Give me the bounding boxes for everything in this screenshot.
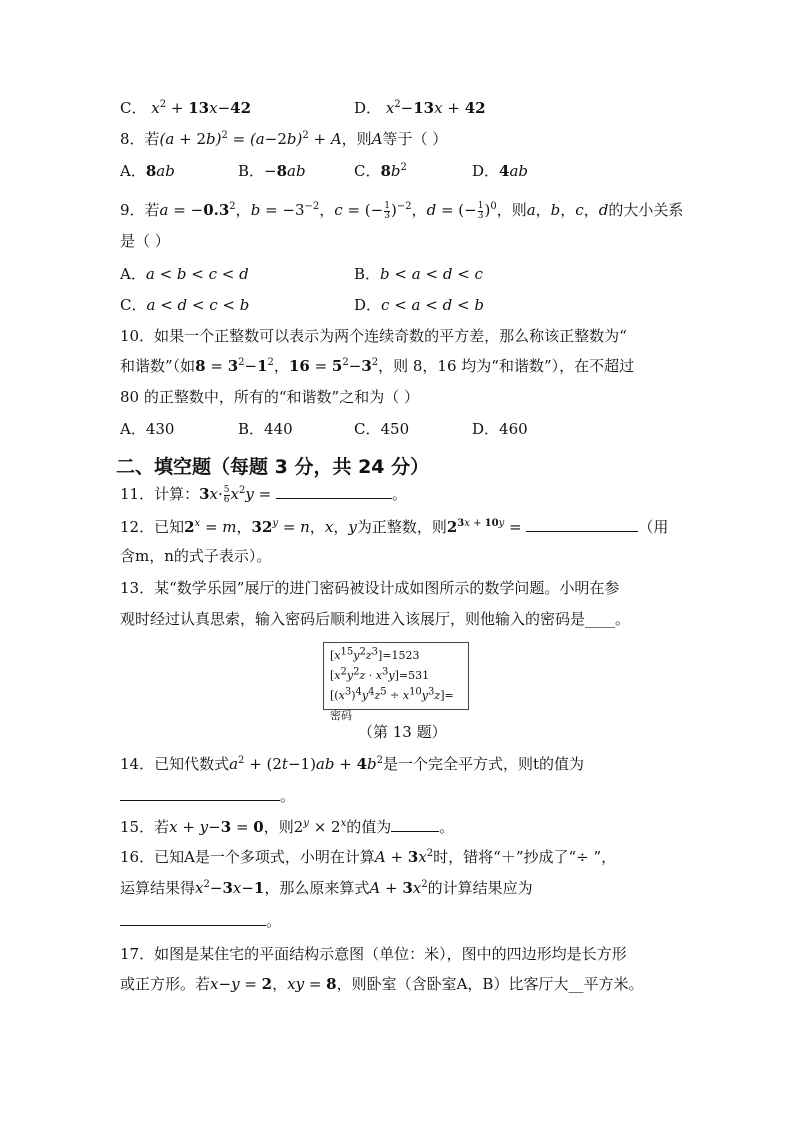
q10-stem-line2: 和谐数”（如$8 = 3^2-1^2$，$16 = 5^2-3^2$，则 8，16 均为“和谐数”），在不超过 xyxy=(120,357,635,375)
q9-option-c: C．a < d < c < b xyxy=(120,296,250,314)
q8-option-b: B．−8ab xyxy=(238,162,306,180)
section-heading: 二、填空题（每题 3 分，共 24 分） xyxy=(116,456,430,478)
q9-option-a: A．a < b < c < d xyxy=(120,265,249,283)
option-label: C． xyxy=(120,99,147,117)
q7-option-c: C． $x^2 + 13x-42$ xyxy=(120,99,252,117)
q11-answer-blank[interactable] xyxy=(276,482,392,499)
q9-option-d: D．c < a < d < b xyxy=(354,296,484,314)
q12-stem-line2: 含m，n的式子表示）。 xyxy=(120,547,272,565)
q12-stem: 12．已知$2^x = m$，$32^y = n$，x，y为正整数，则$2^{3x + 10y}$ = （用 xyxy=(120,515,668,538)
q16-answer-line: 。 xyxy=(120,909,281,932)
q15-stem: 15．若x + y−3 = 0，则$2^y \times 2^x$的值为 。 xyxy=(120,815,454,838)
q10-stem-line1: 10．如果一个正整数可以表示为两个连续奇数的平方差，那么称该正整数为“ xyxy=(120,327,627,345)
q10-stem-line3: 80 的正整数中，所有的“和谐数”之和为（ ） xyxy=(120,388,419,406)
password-puzzle-box xyxy=(323,642,469,722)
q16-stem: 16．已知A是一个多项式，小明在计算$A + 3x^2$时，错将“＋”抄成了“÷ ”， xyxy=(120,848,617,866)
q16-answer-blank[interactable] xyxy=(120,909,266,926)
q8-option-c: C．$8b^2$ xyxy=(354,162,407,180)
q14-answer-blank[interactable] xyxy=(120,784,280,801)
q14-answer-line: 。 xyxy=(120,784,295,807)
q12-answer-blank[interactable] xyxy=(526,515,638,532)
q8-option-d: D．4ab xyxy=(472,162,529,180)
puzzle-line-1: $[x^{15}y^2z^3]=1523$ xyxy=(330,646,420,662)
q17-stem-line1: 17．如图是某住宅的平面结构示意图（单位：米），图中的四边形均是长方形 xyxy=(120,945,627,963)
option-label: D． xyxy=(354,99,382,117)
q16-stem-line2: 运算结果得$x^2-3x-1$，那么原来算式$A + 3x^2$的计算结果应为 xyxy=(120,879,533,897)
q15-answer-blank[interactable] xyxy=(391,815,439,832)
q13-stem-line1: 13．某“数学乐园”展厅的进门密码被设计成如图所示的数学问题。小明在参 xyxy=(120,579,620,597)
figure-caption: （第 13 题） xyxy=(358,723,447,741)
q8-stem: 8．若$(a + 2b)^2 = (a-2b)^2 + A$，则A等于（ ） xyxy=(120,130,448,148)
q17-stem-line2: 或正方形。若x−y = 2，xy = 8，则卧室（含卧室A，B）比客厅大__平方米。 xyxy=(120,975,644,993)
q11-stem: 11．计算：3x· $\frac{5}{6}$ $x^2y$ = 。 xyxy=(120,482,407,505)
q10-option-c: C．450 xyxy=(354,420,410,438)
puzzle-line-3: $[(x^3)^4y^4z^5 \div x^{10}y^3z]=$密码 xyxy=(330,686,454,722)
q13-stem-line2: 观时经过认真思索，输入密码后顺利地进入该展厅，则他输入的密码是____。 xyxy=(120,610,631,628)
q8-option-a: A．8ab xyxy=(120,162,175,180)
q10-option-d: D．460 xyxy=(472,420,528,438)
q10-option-a: A．430 xyxy=(120,420,175,438)
q7-option-d: D． $x^2-13x + 42$ xyxy=(354,99,486,117)
q9-option-b: B．b < a < d < c xyxy=(354,265,483,283)
q14-stem: 14．已知代数式$a^2 + (2t-1)ab + 4b^2$是一个完全平方式，则t的值为 xyxy=(120,755,585,773)
puzzle-line-2: $[x^2y^2z \cdot x^3y]=531$ xyxy=(330,666,430,682)
q10-option-b: B．440 xyxy=(238,420,293,438)
q9-stem: 9．若$a = -0.3^2$，$b = -3^{-2}$，c = (− $\frac{1}{3}$ )$^{-2}$，d = (− $\frac{1}{3}$ )$^0$，则a，b，c，d的大小关系 xyxy=(120,200,684,221)
q9-stem-line2: 是（ ） xyxy=(120,232,170,250)
